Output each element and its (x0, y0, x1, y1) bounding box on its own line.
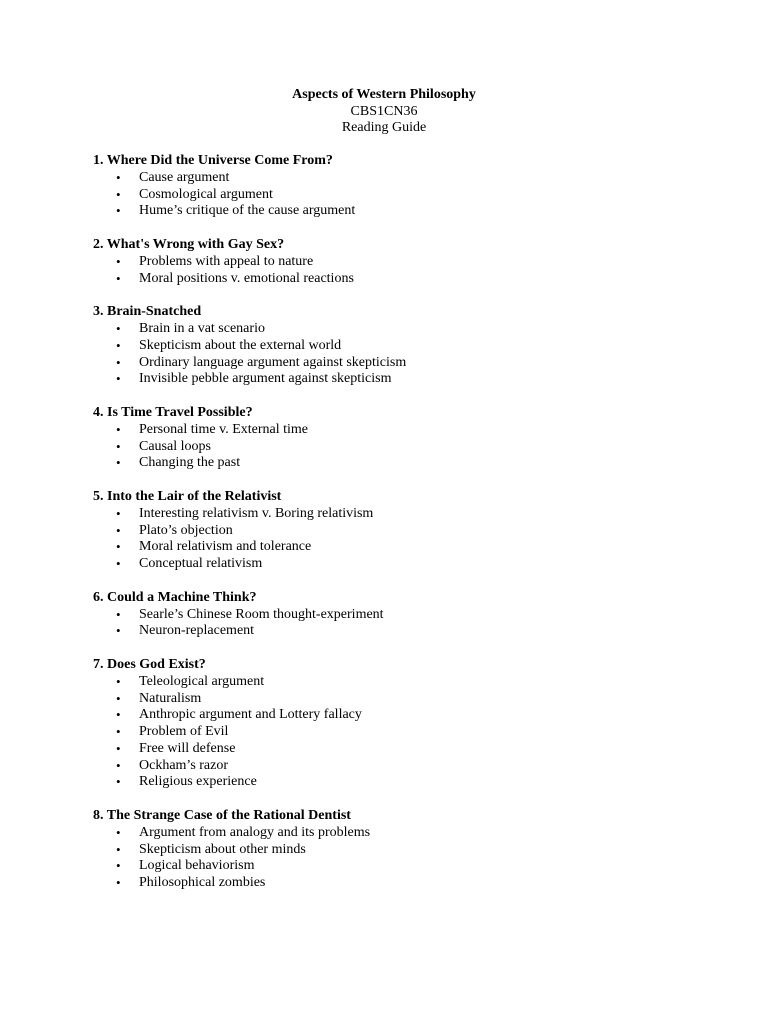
list-item (93, 858, 713, 875)
list-item (93, 774, 713, 791)
list-item (93, 875, 713, 892)
list-item-text: Anthropic argument and Lottery fallacy (139, 707, 362, 723)
list-item (93, 422, 713, 439)
reading-section (93, 153, 713, 220)
list-item-text: Plato’s objection (139, 522, 233, 538)
bullet-icon: • (116, 690, 121, 706)
section-heading: 8. The Strange Case of the Rational Dentist (93, 808, 351, 824)
list-item (93, 523, 713, 540)
list-item-text: Conceptual relativism (139, 556, 263, 572)
bullet-icon: • (116, 724, 121, 740)
reading-section (93, 657, 713, 791)
bullet-icon: • (116, 421, 121, 437)
document-subtitle: Reading Guide (341, 120, 427, 136)
list-item-text: Hume’s critique of the cause argument (139, 203, 356, 219)
list-item (93, 758, 713, 775)
list-item-text: Moral relativism and tolerance (139, 539, 312, 555)
bullet-icon: • (116, 556, 121, 572)
document-title: Aspects of Western Philosophy (292, 87, 476, 102)
bullet-icon: • (116, 203, 121, 219)
section-heading: 7. Does God Exist? (93, 656, 206, 672)
list-item (93, 825, 713, 842)
reading-guide-content (93, 153, 713, 909)
reading-section (93, 808, 713, 892)
list-item (93, 254, 713, 271)
bullet-icon: • (116, 858, 121, 874)
bullet-icon: • (116, 757, 121, 773)
list-item-text: Cosmological argument (139, 186, 273, 202)
list-item-text: Religious experience (139, 774, 257, 790)
list-item (93, 539, 713, 556)
list-item (93, 741, 713, 758)
list-item-text: Ockham’s razor (139, 757, 229, 773)
reading-section (93, 304, 713, 388)
reading-section (93, 489, 713, 573)
topic-list (93, 321, 713, 388)
topic-list (93, 674, 713, 792)
document-header (0, 87, 768, 137)
bullet-icon: • (116, 774, 121, 790)
list-item-text: Brain in a vat scenario (139, 320, 265, 336)
bullet-icon: • (116, 337, 121, 353)
reading-section (93, 237, 713, 287)
bullet-icon: • (116, 707, 121, 723)
list-item-text: Changing the past (139, 455, 241, 471)
list-item-text: Ordinary language argument against skepticism (139, 354, 407, 370)
bullet-icon: • (116, 606, 121, 622)
list-item (93, 623, 713, 640)
bullet-icon: • (116, 673, 121, 689)
bullet-icon: • (116, 505, 121, 521)
list-item-text: Problem of Evil (139, 724, 229, 740)
list-item (93, 271, 713, 288)
list-item (93, 691, 713, 708)
section-heading: 6. Could a Machine Think? (93, 589, 257, 605)
section-heading: 3. Brain-Snatched (93, 304, 202, 320)
section-heading: 4. Is Time Travel Possible? (93, 404, 253, 420)
list-item-text: Causal loops (139, 438, 211, 454)
course-code: CBS1CN36 (350, 103, 418, 119)
list-item (93, 203, 713, 220)
list-item (93, 170, 713, 187)
list-item (93, 321, 713, 338)
bullet-icon: • (116, 740, 121, 756)
bullet-icon: • (116, 438, 121, 454)
bullet-icon: • (116, 371, 121, 387)
list-item-text: Skepticism about the external world (139, 337, 342, 353)
list-item-text: Free will defense (139, 740, 236, 756)
topic-list (93, 506, 713, 573)
topic-list (93, 422, 713, 472)
bullet-icon: • (116, 539, 121, 555)
bullet-icon: • (116, 824, 121, 840)
bullet-icon: • (116, 623, 121, 639)
list-item-text: Problems with appeal to nature (139, 253, 314, 269)
list-item-text: Philosophical zombies (139, 875, 266, 891)
topic-list (93, 607, 713, 641)
list-item (93, 355, 713, 372)
reading-section (93, 405, 713, 472)
bullet-icon: • (116, 522, 121, 538)
list-item-text: Teleological argument (139, 673, 265, 689)
list-item-text: Moral positions v. emotional reactions (139, 270, 354, 286)
list-item-text: Neuron-replacement (139, 623, 255, 639)
list-item-text: Interesting relativism v. Boring relativism (139, 505, 374, 521)
section-heading: 5. Into the Lair of the Relativist (93, 488, 282, 504)
list-item (93, 842, 713, 859)
bullet-icon: • (116, 253, 121, 269)
list-item (93, 187, 713, 204)
bullet-icon: • (116, 320, 121, 336)
list-item-text: Invisible pebble argument against skepticism (139, 371, 392, 387)
list-item (93, 707, 713, 724)
list-item-text: Naturalism (139, 690, 202, 706)
list-item-text: Personal time v. External time (139, 421, 308, 437)
topic-list (93, 170, 713, 220)
section-heading: 2. What's Wrong with Gay Sex? (93, 236, 285, 252)
list-item (93, 506, 713, 523)
topic-list (93, 825, 713, 892)
list-item-text: Cause argument (139, 169, 230, 185)
list-item (93, 607, 713, 624)
bullet-icon: • (116, 875, 121, 891)
list-item (93, 338, 713, 355)
bullet-icon: • (116, 186, 121, 202)
list-item (93, 556, 713, 573)
bullet-icon: • (116, 455, 121, 471)
list-item-text: Logical behaviorism (139, 858, 255, 874)
topic-list (93, 254, 713, 288)
list-item-text: Argument from analogy and its problems (139, 824, 371, 840)
bullet-icon: • (116, 169, 121, 185)
bullet-icon: • (116, 270, 121, 286)
list-item (93, 371, 713, 388)
list-item (93, 439, 713, 456)
list-item (93, 674, 713, 691)
bullet-icon: • (116, 354, 121, 370)
list-item-text: Skepticism about other minds (139, 841, 306, 857)
bullet-icon: • (116, 841, 121, 857)
list-item (93, 724, 713, 741)
list-item-text: Searle’s Chinese Room thought-experiment (139, 606, 384, 622)
reading-section (93, 590, 713, 640)
section-heading: 1. Where Did the Universe Come From? (93, 153, 333, 168)
list-item (93, 455, 713, 472)
